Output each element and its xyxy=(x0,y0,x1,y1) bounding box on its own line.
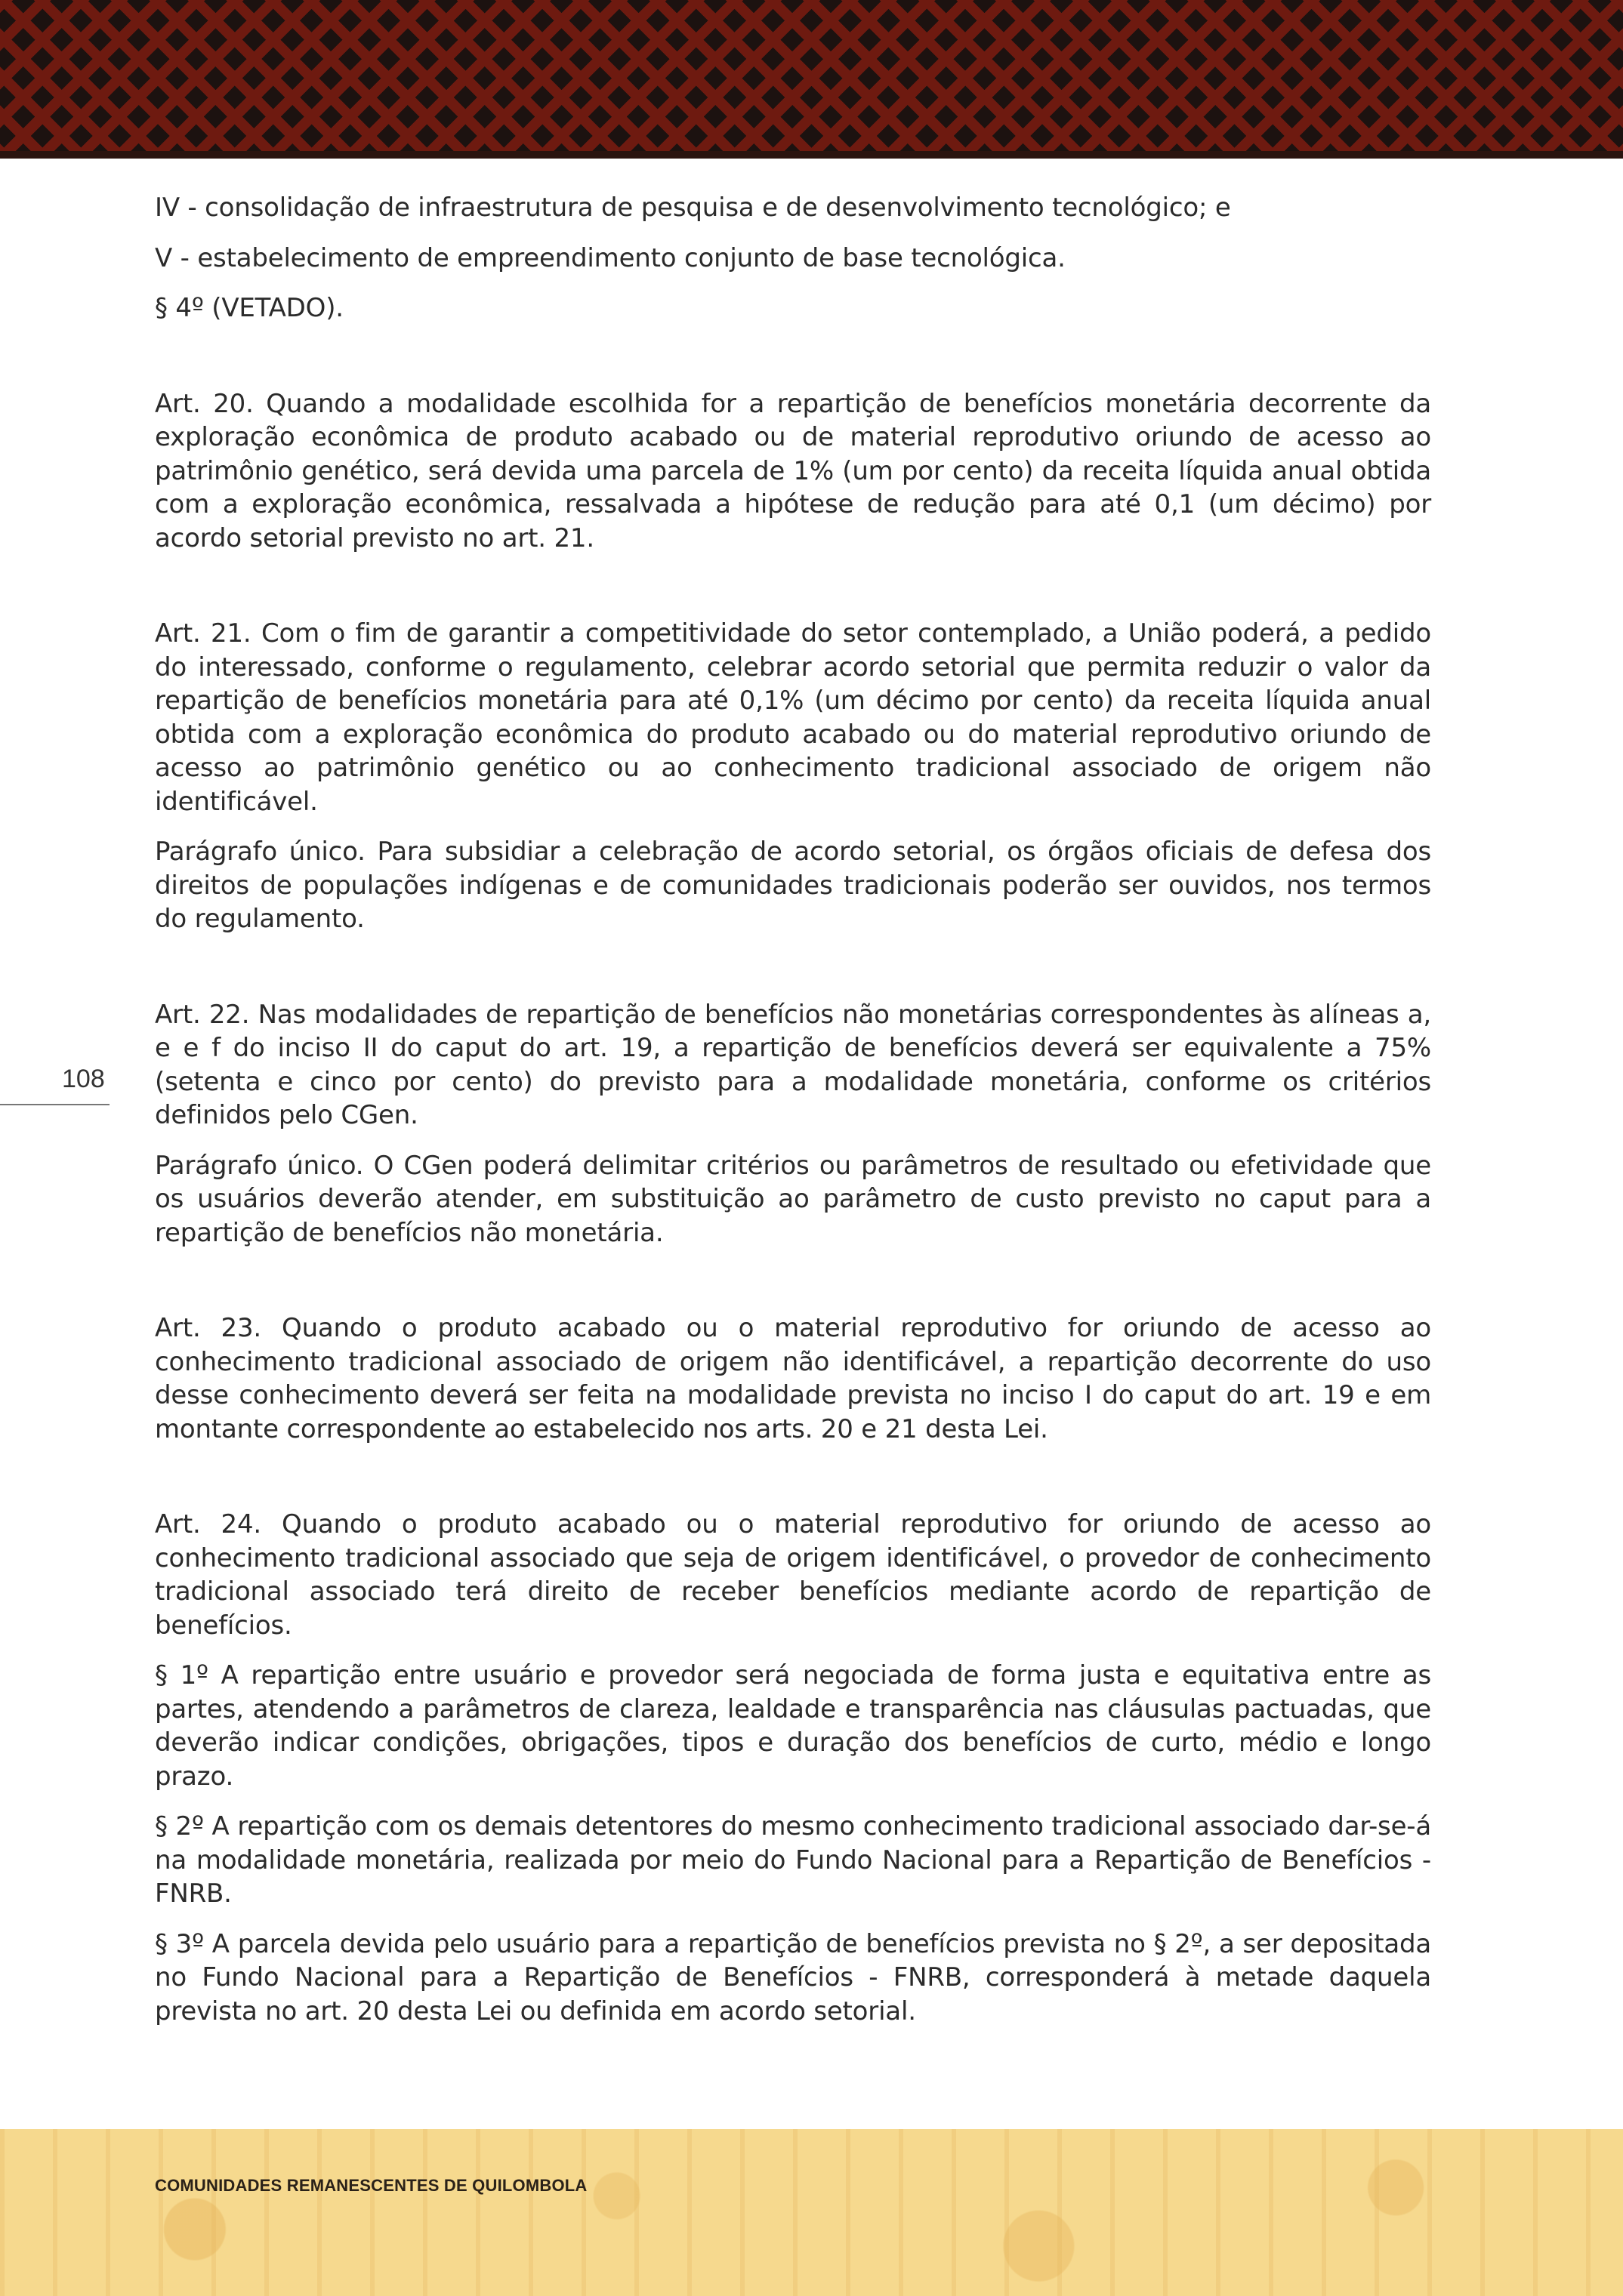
decorative-header-pattern xyxy=(0,0,1623,159)
paragraph-art-20: Art. 20. Quando a modalidade escolhida for a repartição de benefícios monetária decorrente da exploração econômica de produto acabado ou de material reprodutivo oriundo de acesso ao patrimônio genético, será devida uma parcela de 1% (um por cento) da receita líquida anual obtida com a exploração econômica, ressalvada a hipótese de redução para até 0,1 (um décimo) por acordo setorial previsto no art. 21. xyxy=(155,388,1431,553)
document-body xyxy=(155,191,1431,2028)
paragraph-par-4-vetado: § 4º (VETADO). xyxy=(155,293,344,323)
footer-title: COMUNIDADES REMANESCENTES DE QUILOMBOLA xyxy=(155,2176,588,2195)
paragraph-art-24-par-3: § 3º A parcela devida pelo usuário para a repartição de benefícios prevista no § 2º, a ser depositada no Fundo Nacional para a Repartição de Benefícios - FNRB, corresponderá à metade daquela prevista no art. 20 desta Lei ou definida em acordo setorial. xyxy=(155,1928,1431,2026)
page-number: 108 xyxy=(62,1065,105,1093)
paragraph-art-21-unico: Parágrafo único. Para subsidiar a celebração de acordo setorial, os órgãos oficiais de defesa dos direitos de populações indígenas e de comunidades tradicionais poderão ser ouvidos, nos termos do regulamento. xyxy=(155,837,1431,934)
paragraph-inciso-iv: IV - consolidação de infraestrutura de pesquisa e de desenvolvimento tecnológico; e xyxy=(155,193,1231,223)
paragraph-art-24-par-2: § 2º A repartição com os demais detentores do mesmo conhecimento tradicional associado dar-se-á na modalidade monetária, realizada por meio do Fundo Nacional para a Repartição de Benefícios - FNRB. xyxy=(155,1811,1431,1909)
paragraph-art-21: Art. 21. Com o fim de garantir a competitividade do setor contemplado, a União poderá, a pedido do interessado, conforme o regulamento, celebrar acordo setorial que permita reduzir o valor da repartição de benefícios monetária para até 0,1% (um décimo por cento) da receita líquida anual obtida com a exploração econômica do produto acabado ou do material reprodutivo oriundo de acesso ao patrimônio genético ou ao conhecimento tradicional associado de origem não identificável. xyxy=(155,618,1431,817)
paragraph-art-22: Art. 22. Nas modalidades de repartição de benefícios não monetárias correspondentes às alíneas a, e e f do inciso II do caput do art. 19, a repartição de benefícios deverá ser equivalente a 75% (setenta e cinco por cento) do previsto para a modalidade monetária, conforme os critérios definidos pelo CGen. xyxy=(155,999,1431,1130)
decorative-footer-pattern xyxy=(0,2129,1623,2296)
paragraph-inciso-v: V - estabelecimento de empreendimento conjunto de base tecnológica. xyxy=(155,242,1066,273)
page-number-rule xyxy=(0,1104,110,1105)
paragraph-art-24-par-1: § 1º A repartição entre usuário e provedor será negociada de forma justa e equitativa entre as partes, atendendo a parâmetros de clareza, lealdade e transparência nas cláusulas pactuadas, que deverão indicar condições, obrigações, tipos e duração dos benefícios de curto, médio e longo prazo. xyxy=(155,1660,1431,1792)
paragraph-art-22-unico: Parágrafo único. O CGen poderá delimitar critérios ou parâmetros de resultado ou efetividade que os usuários deverão atender, em substituição ao parâmetro de custo previsto no caput para a repartição de benefícios não monetária. xyxy=(155,1150,1431,1248)
paragraph-art-23: Art. 23. Quando o produto acabado ou o material reprodutivo for oriundo de acesso ao conhecimento tradicional associado de origem não identificável, a repartição decorrente do uso desse conhecimento deverá ser feita na modalidade prevista no inciso I do caput do art. 19 e em montante correspondente ao estabelecido nos arts. 20 e 21 desta Lei. xyxy=(155,1313,1431,1444)
header-pattern-edge xyxy=(0,151,1623,159)
paragraph-art-24: Art. 24. Quando o produto acabado ou o material reprodutivo for oriundo de acesso ao conhecimento tradicional associado que seja de origem identificável, o provedor de conhecimento tradicional associado terá direito de receber benefícios mediante acordo de repartição de benefícios. xyxy=(155,1509,1431,1641)
